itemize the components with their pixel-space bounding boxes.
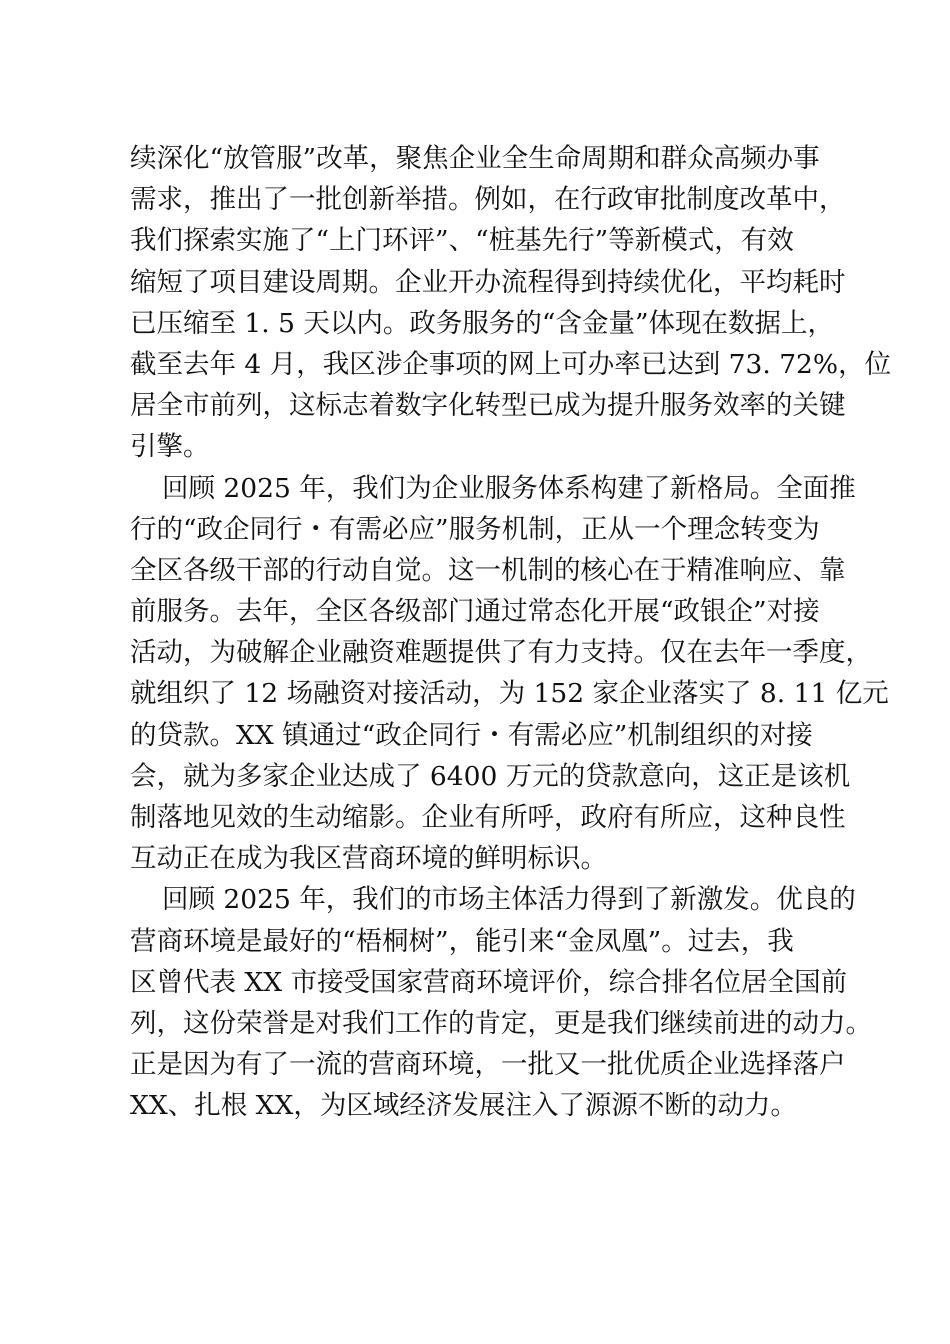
text-line: 截至去年 4 月，我区涉企事项的网上可办率已达到 73. 72%，位 [130, 348, 892, 380]
text-line: 引擎。 [130, 431, 210, 463]
text-line: 区曾代表 XX 市接受国家营商环境评价，综合排名位居全国前 [130, 966, 848, 998]
document-body [130, 138, 892, 1127]
text-line: 的贷款。XX 镇通过“政企同行・有需必应”机制组织的对接 [130, 719, 813, 751]
text-line: 需求，推出了一批创新举措。例如，在行政审批制度改革中， [130, 184, 846, 216]
text-line: 全区各级干部的行动自觉。这一机制的核心在于精准响应、靠 [130, 554, 846, 586]
text-line: 就组织了 12 场融资对接活动，为 152 家企业落实了 8. 11 亿元 [130, 678, 889, 710]
text-line: 居全市前列，这标志着数字化转型已成为提升服务效率的关键 [130, 390, 846, 422]
paragraph-2 [130, 468, 889, 880]
text-line: 营商环境是最好的“梧桐树”，能引来“金凤凰”。过去，我 [130, 925, 794, 957]
text-line: 会，就为多家企业达成了 6400 万元的贷款意向，这正是该机 [130, 760, 851, 792]
paragraph-3 [130, 879, 872, 1126]
text-line: 正是因为有了一流的营商环境，一批又一批优质企业选择落户 [130, 1049, 846, 1081]
text-line: 回顾 2025 年，我们为企业服务体系构建了新格局。全面推 [162, 472, 856, 504]
text-line: 缩短了项目建设周期。企业开办流程得到持续优化，平均耗时 [130, 266, 846, 298]
text-line: 已压缩至 1. 5 天以内。政务服务的“含金量”体现在数据上， [130, 307, 835, 339]
text-line: 我们探索实施了“上门环评”、“桩基先行”等新模式，有效 [130, 225, 794, 257]
text-line: 制落地见效的生动缩影。企业有所呼，政府有所应，这种良性 [130, 802, 846, 833]
text-line: 活动，为破解企业融资难题提供了有力支持。仅在去年一季度， [130, 637, 872, 669]
text-line: 互动正在成为我区营商环境的鲜明标识。 [130, 843, 607, 875]
text-line: 回顾 2025 年，我们的市场主体活力得到了新激发。优良的 [162, 884, 856, 916]
paragraph-1 [130, 138, 892, 468]
text-line: 续深化“放管服”改革，聚焦企业全生命周期和群众高频办事 [130, 143, 820, 174]
text-line: 列，这份荣誉是对我们工作的肯定，更是我们继续前进的动力。 [130, 1007, 872, 1039]
text-line: 前服务。去年，全区各级部门通过常态化开展“政银企”对接 [130, 596, 820, 628]
text-line: XX、扎根 XX，为区域经济发展注入了源源不断的动力。 [130, 1090, 797, 1122]
text-line: 行的“政企同行・有需必应”服务机制，正从一个理念转变为 [130, 513, 820, 545]
